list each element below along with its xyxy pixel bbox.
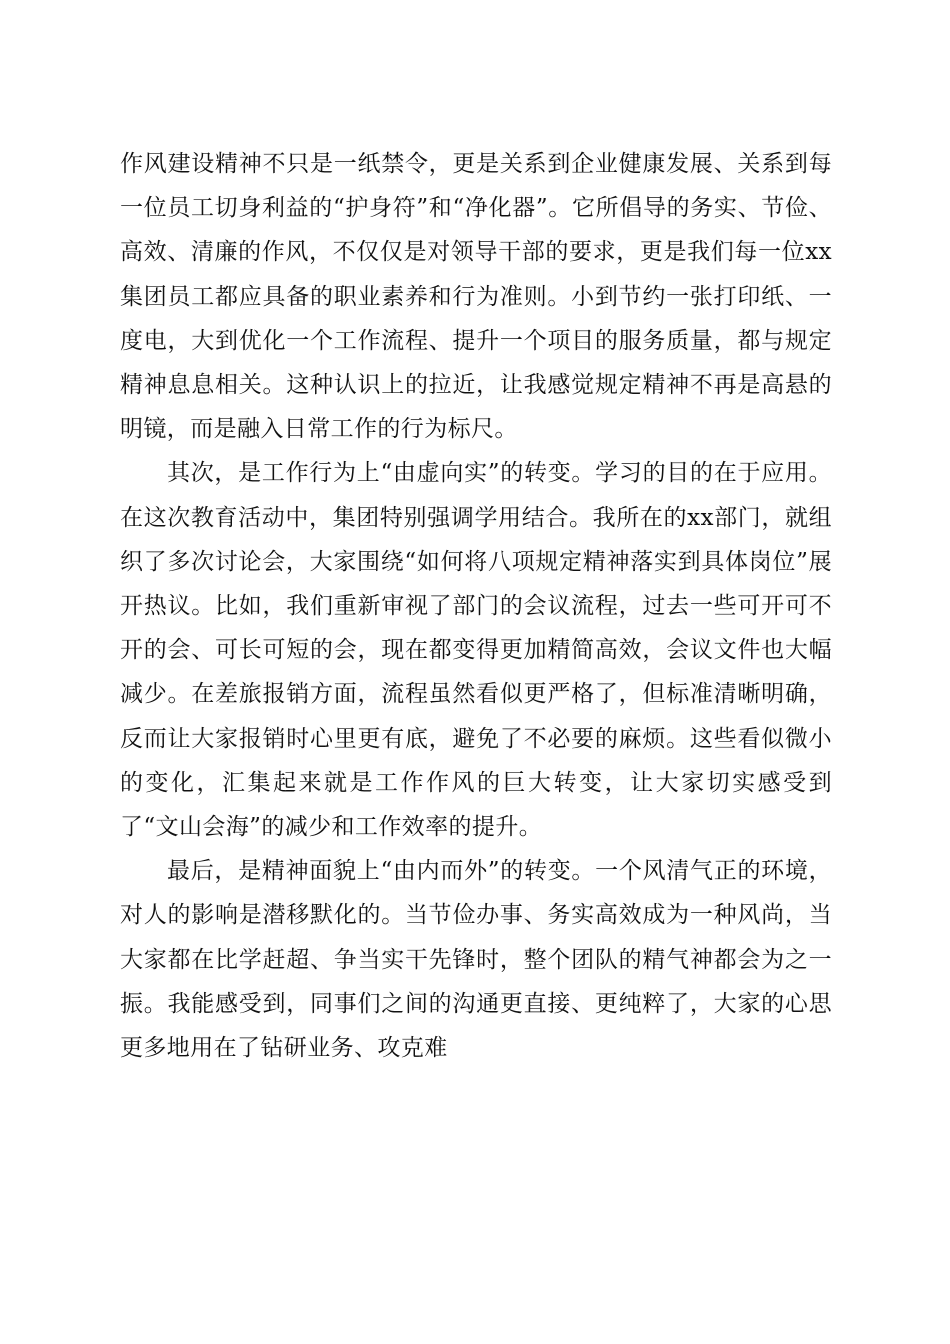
paragraph-3: 最后，是精神面貌上“由内而外”的转变。一个风清气正的环境，对人的影响是潜移默化的。当节俭办事、务实高效成为一种风尚，当大家都在比学赶超、争当实干先锋时，整个团队的精气神都会为之一振。我能感受到，同事们之间的沟通更直接、更纯粹了，大家的心思更多地用在了钻研业务、攻克难 xyxy=(120,858,832,1062)
document-body xyxy=(120,142,832,1070)
paragraph-1: 作风建设精神不只是一纸禁令，更是关系到企业健康发展、关系到每一位员工切身利益的“护身符”和“净化器”。它所倡导的务实、节俭、高效、清廉的作风，不仅仅是对领导干部的要求，更是我们每一位xx集团员工都应具备的职业素养和行为准则。小到节约一张打印纸、一度电，大到优化一个工作流程、提升一个项目的服务质量，都与规定精神息息相关。这种认识上的拉近，让我感觉规定精神不再是高悬的明镜，而是融入日常工作的行为标尺。 xyxy=(120,151,832,443)
paragraph-2: 其次，是工作行为上“由虚向实”的转变。学习的目的在于应用。在这次教育活动中，集团特别强调学用结合。我所在的xx部门，就组织了多次讨论会，大家围绕“如何将八项规定精神落实到具体岗位”展开热议。比如，我们重新审视了部门的会议流程，过去一些可开可不开的会、可长可短的会，现在都变得更加精简高效，会议文件也大幅减少。在差旅报销方面，流程虽然看似更严格了，但标准清晰明确，反而让大家报销时心里更有底，避免了不必要的麻烦。这些看似微小的变化，汇集起来就是工作作风的巨大转变，让大家切实感受到了“文山会海”的减少和工作效率的提升。 xyxy=(120,460,832,841)
